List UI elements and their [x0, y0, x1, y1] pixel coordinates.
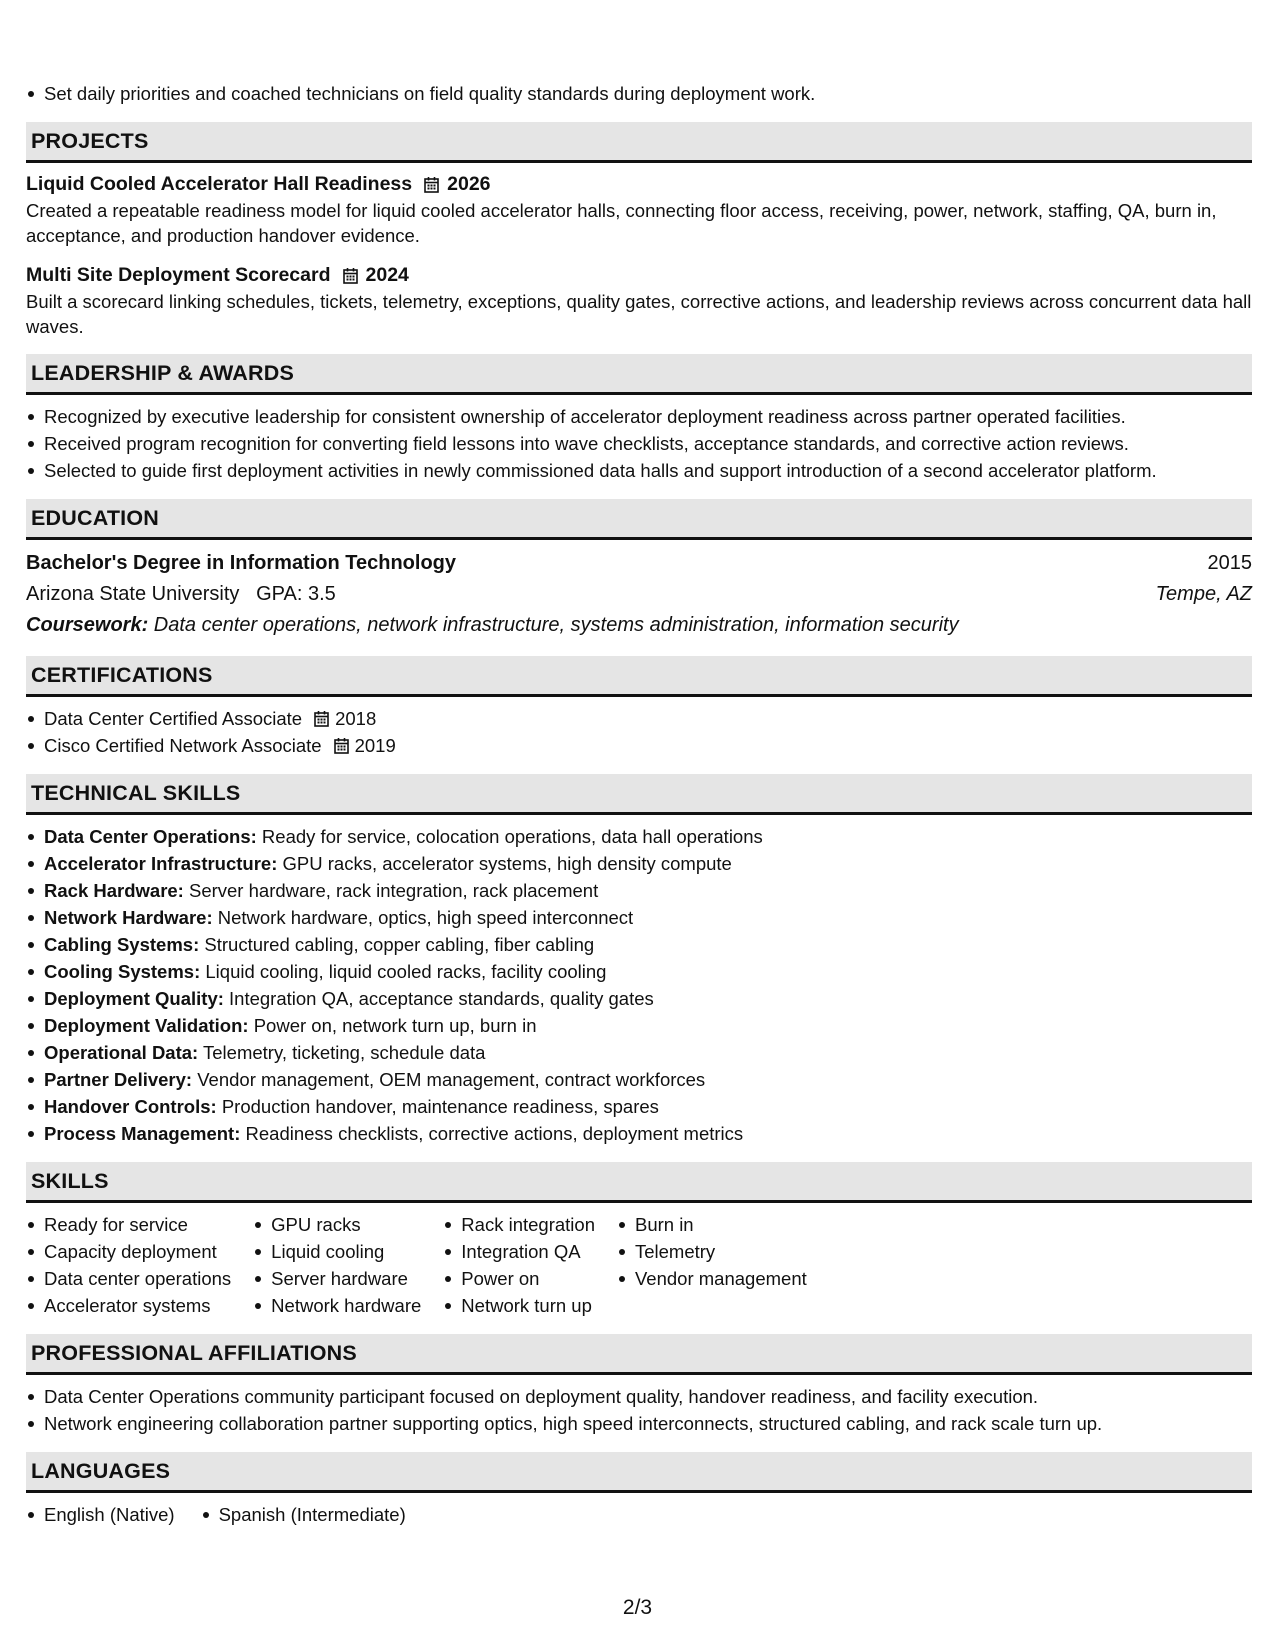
- skill-item: Ready for service: [44, 1211, 253, 1238]
- skill-item: Burn in: [635, 1211, 829, 1238]
- skills-column: [617, 1211, 829, 1319]
- technical-skill-item: [44, 1120, 1252, 1147]
- skill-values: Power on, network turn up, burn in: [248, 1015, 537, 1036]
- languages-section: [26, 1452, 1252, 1528]
- section-heading: LEADERSHIP & AWARDS: [26, 354, 1252, 395]
- skill-item: Vendor management: [635, 1265, 829, 1292]
- calendar-icon: [424, 176, 439, 193]
- page-number: 2/3: [622, 1596, 653, 1619]
- school: Arizona State University GPA: 3.5: [26, 583, 336, 605]
- experience-continuation: [26, 80, 1252, 107]
- school-location: Tempe, AZ: [1155, 583, 1252, 605]
- graduation-year: 2015: [1207, 552, 1252, 574]
- list-item: [44, 732, 1252, 759]
- coursework: [26, 610, 959, 641]
- technical-skill-item: [44, 823, 1252, 850]
- skill-item: Server hardware: [271, 1265, 443, 1292]
- education-section: [26, 499, 1252, 641]
- leadership-section: [26, 354, 1252, 484]
- technical-skill-item: [44, 958, 1252, 985]
- skill-category: Process Management:: [44, 1123, 241, 1144]
- project-description: Built a scorecard linking schedules, tickets, telemetry, exceptions, quality gates, corrective actions, and leadership reviews across concurrent data hall waves.: [26, 291, 1252, 337]
- skill-values: Liquid cooling, liquid cooled racks, facility cooling: [200, 961, 607, 982]
- cert-name: Cisco Certified Network Associate: [44, 735, 322, 756]
- technical-skill-item: [44, 985, 1252, 1012]
- skill-category: Handover Controls:: [44, 1096, 217, 1117]
- skill-item: Integration QA: [461, 1238, 617, 1265]
- skill-category: Accelerator Infrastructure:: [44, 853, 278, 874]
- cert-year: 2019: [354, 735, 396, 756]
- skill-item: Liquid cooling: [271, 1238, 443, 1265]
- leadership-list: [26, 403, 1252, 484]
- section-heading: PROFESSIONAL AFFILIATIONS: [26, 1334, 1252, 1375]
- skill-category: Data Center Operations:: [44, 826, 257, 847]
- skills-column: [253, 1211, 443, 1319]
- skill-values: Integration QA, acceptance standards, quality gates: [223, 988, 654, 1009]
- technical-skill-item: [44, 877, 1252, 904]
- skill-values: Telemetry, ticketing, schedule data: [198, 1042, 486, 1063]
- certifications-list: [26, 705, 1252, 759]
- skills-column: [443, 1211, 617, 1319]
- project-year: 2026: [447, 173, 491, 195]
- calendar-icon: [334, 737, 349, 754]
- skill-values: Vendor management, OEM management, contract workforces: [192, 1069, 706, 1090]
- technical-skill-item: [44, 1012, 1252, 1039]
- skill-category: Rack Hardware:: [44, 880, 184, 901]
- project-item: [26, 262, 1252, 339]
- skill-item: Data center operations: [44, 1265, 253, 1292]
- certifications-section: [26, 656, 1252, 759]
- skills-column: [26, 1211, 253, 1319]
- calendar-icon: [343, 267, 358, 284]
- skill-category: Partner Delivery:: [44, 1069, 193, 1090]
- list-item: Spanish (Intermediate): [219, 1501, 406, 1528]
- project-item: [26, 171, 1252, 248]
- section-heading: SKILLS: [26, 1162, 1252, 1203]
- list-item: Recognized by executive leadership for consistent ownership of accelerator deployment readiness across partner operated facilities.: [44, 403, 1252, 430]
- skill-category: Cabling Systems:: [44, 934, 200, 955]
- skill-values: Production handover, maintenance readiness, spares: [216, 1096, 659, 1117]
- section-heading: LANGUAGES: [26, 1452, 1252, 1493]
- section-heading: CERTIFICATIONS: [26, 656, 1252, 697]
- coursework-label: Coursework:: [26, 614, 149, 636]
- list-item: Selected to guide first deployment activities in newly commissioned data halls and support introduction of a second accelerator platform.: [44, 457, 1252, 484]
- calendar-icon: [314, 710, 329, 727]
- technical-skill-item: [44, 1066, 1252, 1093]
- resume-page: [26, 0, 1252, 1528]
- section-heading: PROJECTS: [26, 122, 1252, 163]
- skill-item: Capacity deployment: [44, 1238, 253, 1265]
- skill-category: Network Hardware:: [44, 907, 213, 928]
- list-item: Data Center Operations community participant focused on deployment quality, handover readiness, and facility execution.: [44, 1383, 1252, 1410]
- technical-skills-list: [26, 823, 1252, 1147]
- skill-item: Telemetry: [635, 1238, 829, 1265]
- languages-list: [26, 1501, 1252, 1528]
- skill-values: Server hardware, rack integration, rack placement: [183, 880, 599, 901]
- project-year: 2024: [365, 264, 409, 286]
- section-heading: TECHNICAL SKILLS: [26, 774, 1252, 815]
- technical-skill-item: [44, 931, 1252, 958]
- technical-skills-section: [26, 774, 1252, 1147]
- project-title: Multi Site Deployment Scorecard: [26, 264, 331, 286]
- list-item: [44, 705, 1252, 732]
- skills-grid: [26, 1211, 1252, 1319]
- list-item: Network engineering collaboration partner supporting optics, high speed interconnects, structured cabling, and rack scale turn up.: [44, 1410, 1252, 1437]
- technical-skill-item: [44, 1039, 1252, 1066]
- cert-name: Data Center Certified Associate: [44, 708, 303, 729]
- skill-category: Deployment Validation:: [44, 1015, 249, 1036]
- skill-item: Accelerator systems: [44, 1292, 253, 1319]
- technical-skill-item: [44, 1093, 1252, 1120]
- skill-category: Deployment Quality:: [44, 988, 224, 1009]
- skill-item: Network hardware: [271, 1292, 443, 1319]
- project-description: Created a repeatable readiness model for liquid cooled accelerator halls, connecting floor access, receiving, power, network, staffing, QA, burn in, acceptance, and production handover evidence.: [26, 200, 1217, 246]
- affiliations-section: [26, 1334, 1252, 1437]
- technical-skill-item: [44, 850, 1252, 877]
- skill-values: Readiness checklists, corrective actions, deployment metrics: [240, 1123, 744, 1144]
- skill-item: GPU racks: [271, 1211, 443, 1238]
- section-heading: EDUCATION: [26, 499, 1252, 540]
- list-item: Received program recognition for converting field lessons into wave checklists, acceptance standards, and corrective action reviews.: [44, 430, 1252, 457]
- skill-item: Power on: [461, 1265, 617, 1292]
- skill-category: Operational Data:: [44, 1042, 199, 1063]
- coursework-text: Data center operations, network infrastructure, systems administration, information security: [148, 614, 959, 636]
- skill-category: Cooling Systems:: [44, 961, 201, 982]
- list-item: Set daily priorities and coached technicians on field quality standards during deployment work.: [44, 80, 1252, 107]
- skill-values: Structured cabling, copper cabling, fiber cabling: [199, 934, 595, 955]
- projects-section: [26, 122, 1252, 339]
- degree: Bachelor's Degree in Information Technology: [26, 552, 457, 574]
- technical-skill-item: [44, 904, 1252, 931]
- skill-item: Rack integration: [461, 1211, 617, 1238]
- list-item: English (Native): [44, 1501, 175, 1528]
- skills-section: [26, 1162, 1252, 1319]
- skill-values: GPU racks, accelerator systems, high density compute: [277, 853, 732, 874]
- skill-values: Ready for service, colocation operations, data hall operations: [256, 826, 763, 847]
- skill-values: Network hardware, optics, high speed interconnect: [212, 907, 634, 928]
- project-title: Liquid Cooled Accelerator Hall Readiness: [26, 173, 413, 195]
- affiliations-list: [26, 1383, 1252, 1437]
- cert-year: 2018: [335, 708, 377, 729]
- skill-item: Network turn up: [461, 1292, 617, 1319]
